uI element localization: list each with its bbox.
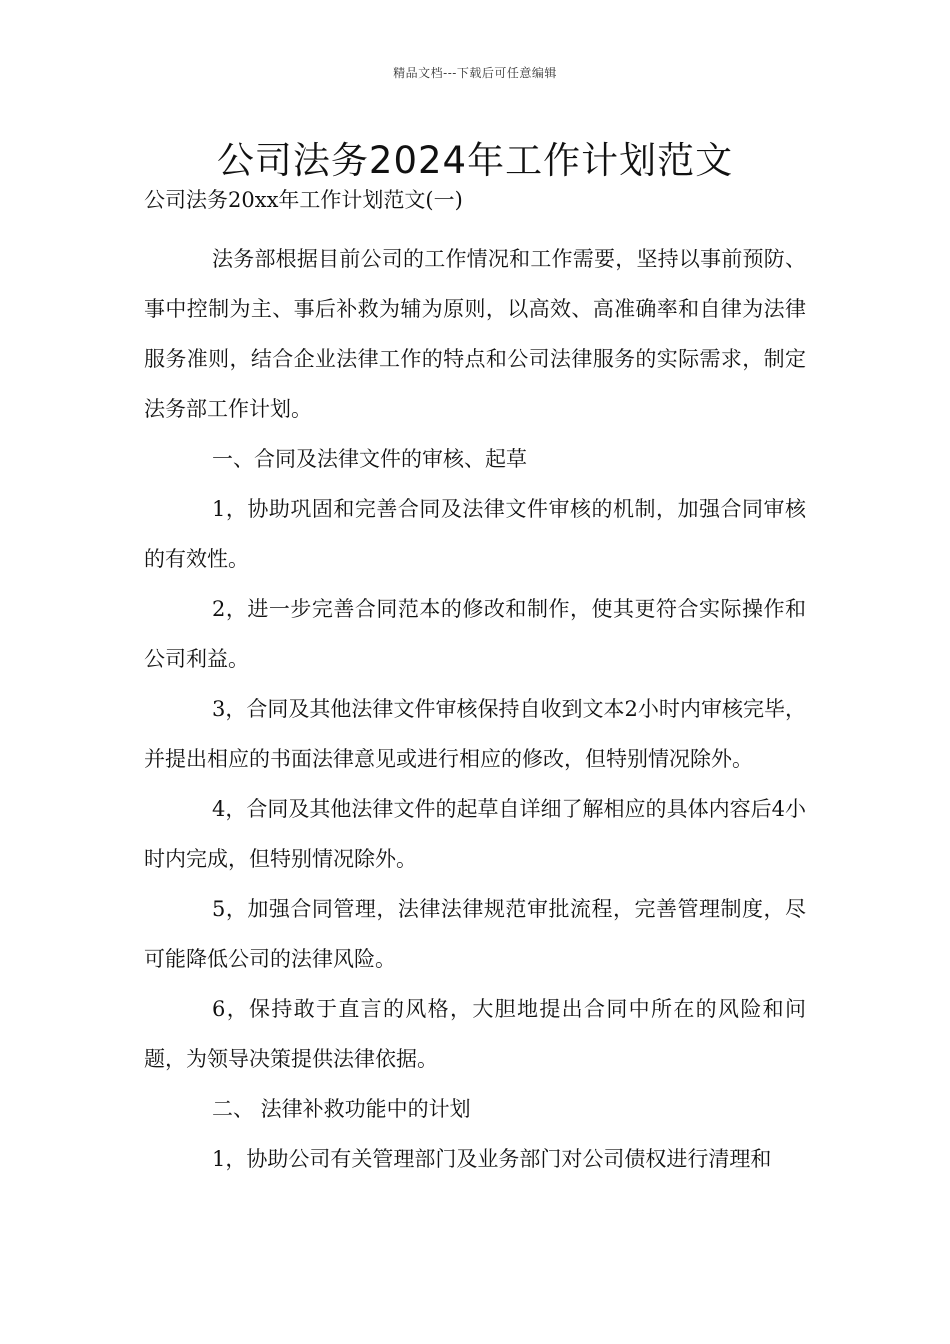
document-body xyxy=(144,184,806,1184)
list-item-1: 1，协助巩固和完善合同及法律文件审核的机制，加强合同审核的有效性。 xyxy=(144,497,806,571)
list-item-5: 5，加强合同管理，法律法律规范审批流程，完善管理制度，尽可能降低公司的法律风险。 xyxy=(144,897,806,971)
list-item-3: 3，合同及其他法律文件审核保持自收到文本2小时内审核完毕，并提出相应的书面法律意见或进行相应的修改，但特别情况除外。 xyxy=(144,697,806,771)
document-title: 公司法务2024年工作计划范文 xyxy=(216,139,734,182)
section-heading-2: 二、 法律补救功能中的计划 xyxy=(212,1097,471,1121)
list-item-6: 6，保持敢于直言的风格，大胆地提出合同中所在的风险和问题，为领导决策提供法律依据。 xyxy=(144,997,806,1071)
intro-paragraph: 法务部根据目前公司的工作情况和工作需要，坚持以事前预防、事中控制为主、事后补救为辅为原则，以高效、高准确率和自律为法律服务准则，结合企业法律工作的特点和公司法律服务的实际需求，制定法务部工作计划。 xyxy=(144,247,806,421)
page-header-note: 精品文档---下载后可任意编辑 xyxy=(393,66,557,80)
list-item-2: 2，进一步完善合同范本的修改和制作，使其更符合实际操作和公司利益。 xyxy=(144,597,806,671)
list-item-4: 4，合同及其他法律文件的起草自详细了解相应的具体内容后4小时内完成，但特别情况除外。 xyxy=(144,797,806,871)
document-subtitle: 公司法务20xx年工作计划范文(一) xyxy=(144,188,463,212)
section-heading-1: 一、合同及法律文件的审核、起草 xyxy=(212,447,527,471)
list-item-7: 1，协助公司有关管理部门及业务部门对公司债权进行清理和 xyxy=(212,1147,772,1171)
